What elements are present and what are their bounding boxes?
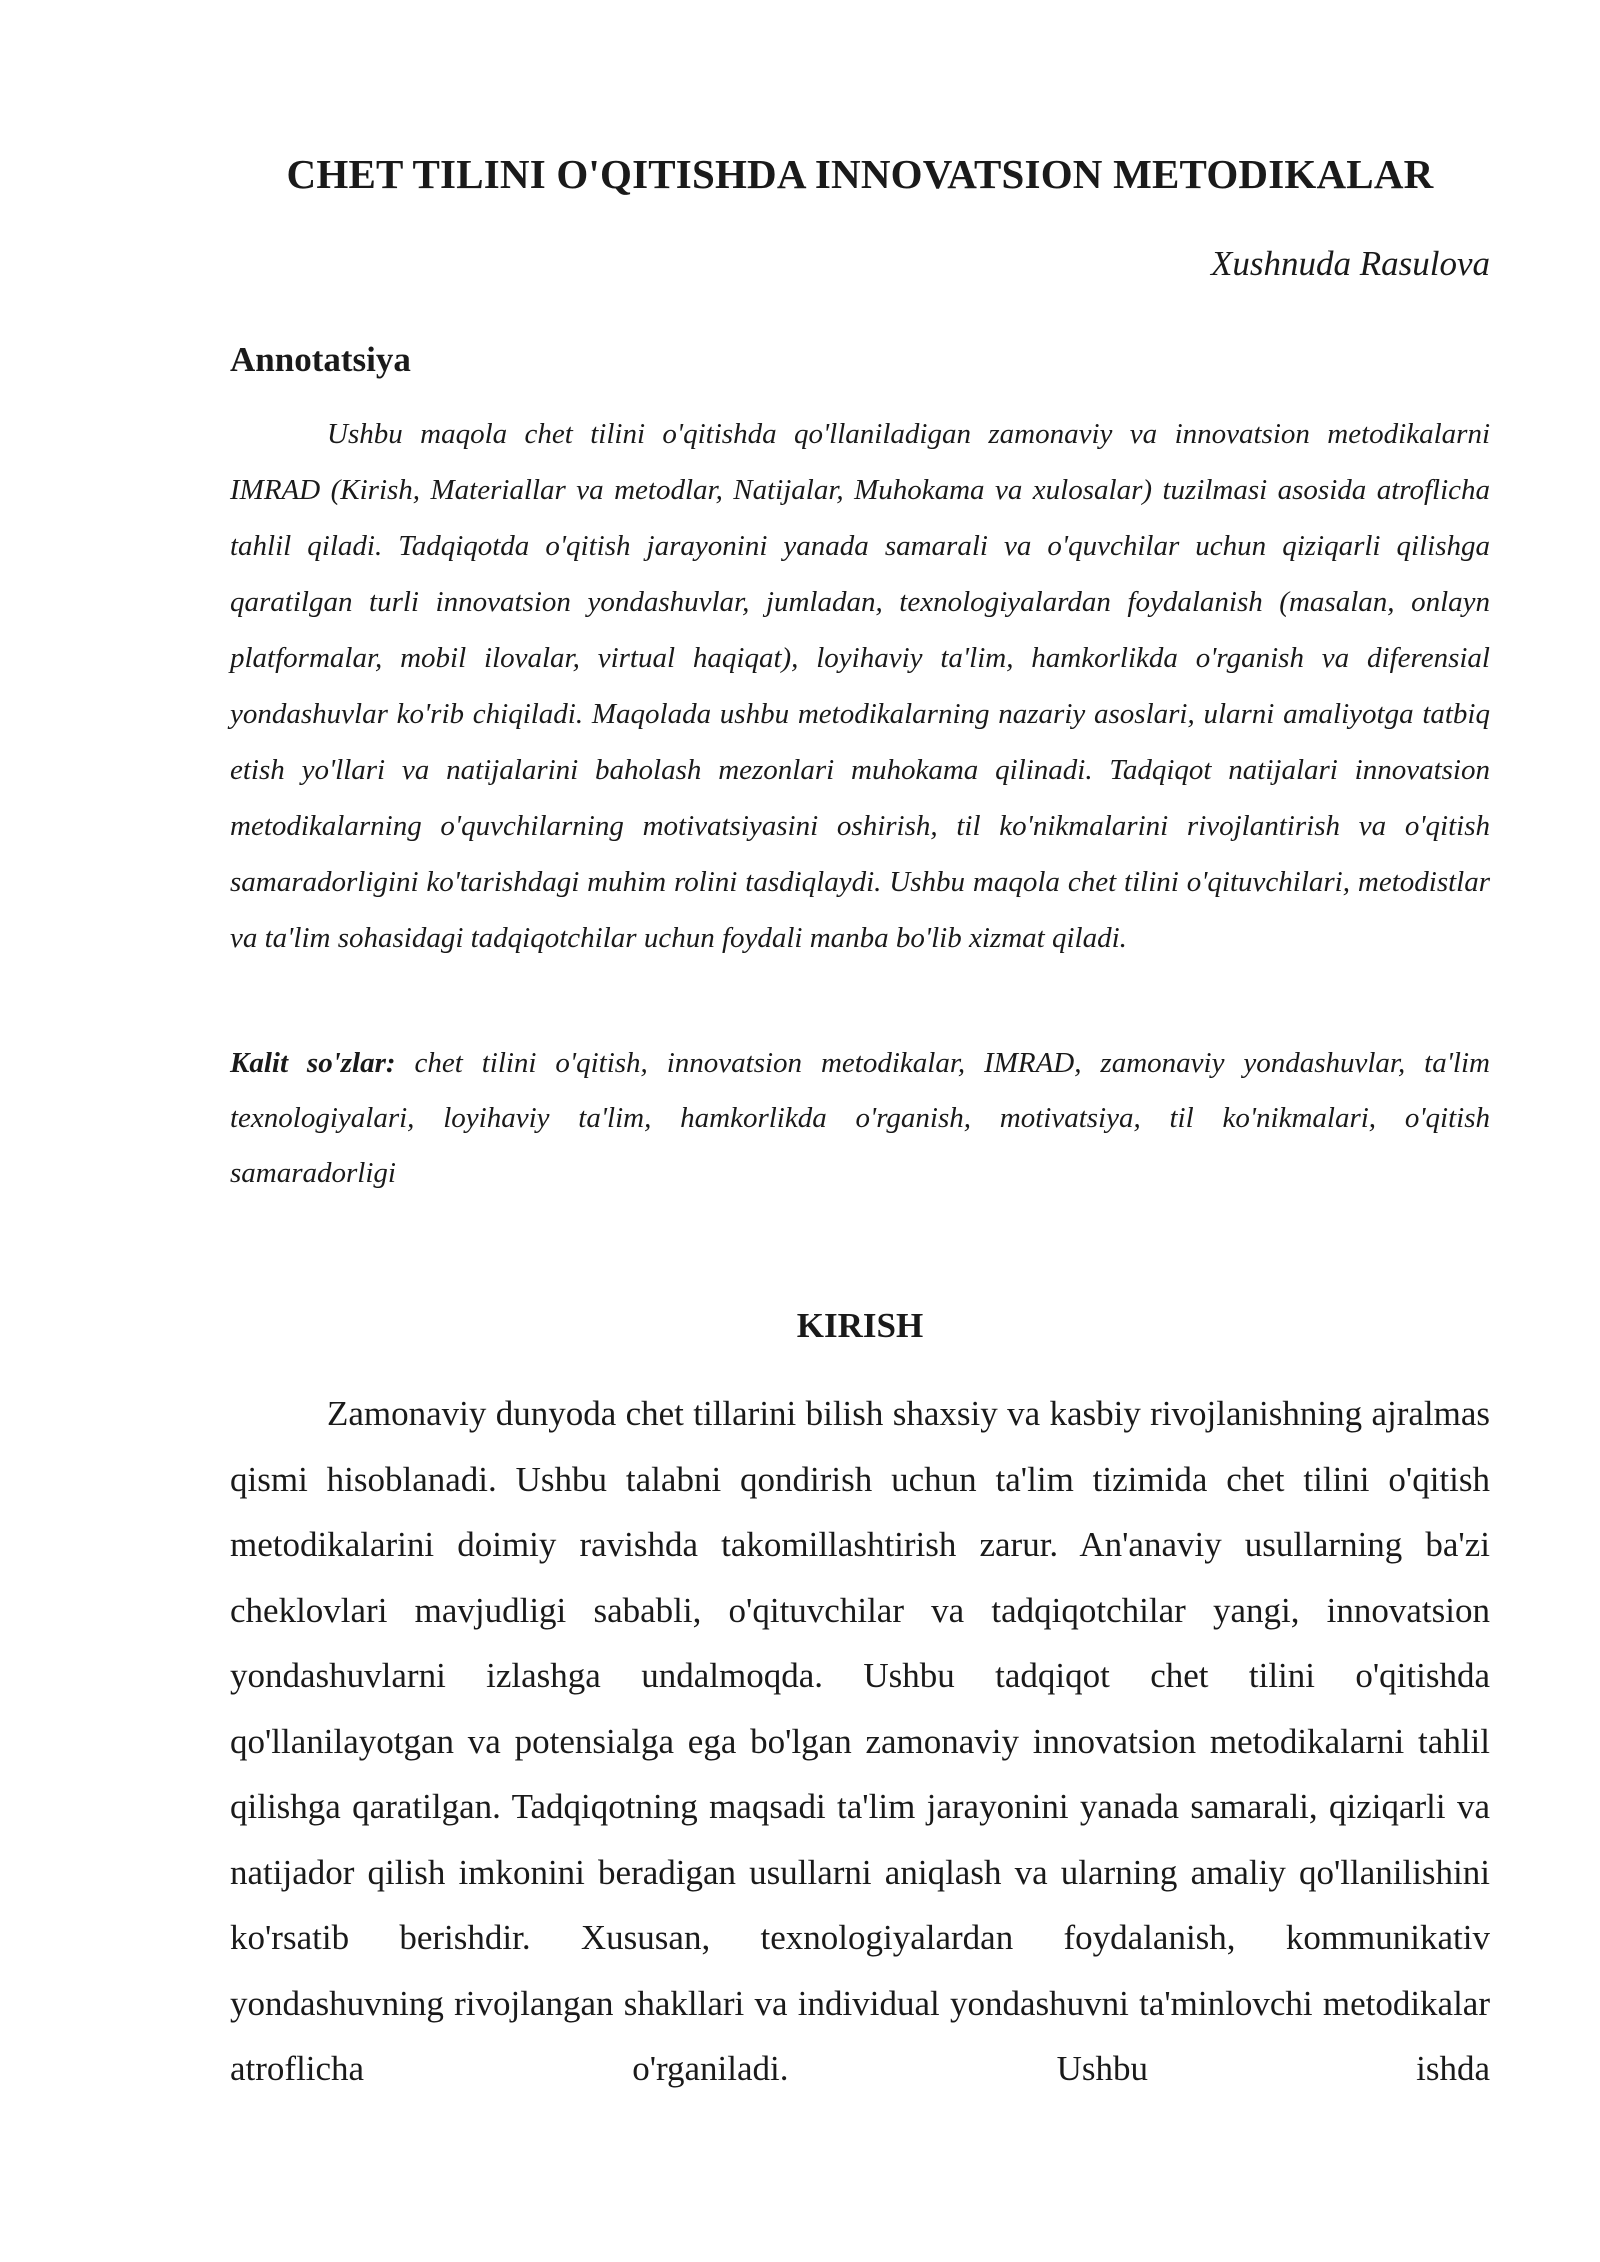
- intro-text: Zamonaviy dunyoda chet tillarini bilish shaxsiy va kasbiy rivojlanishning ajralmas qismi hisoblanadi. Ushbu talabni qondirish uchun ta'lim tizimida chet tilini o'qitish metodikalarini doimiy ravishda takomillashtirish zarur. An'anaviy usullarning ba'zi cheklovlari mavjudligi sababli, o'qituvchilar va tadqiqotchilar yangi, innovatsion yondashuvlarni izlashga undalmoqda. Ushbu tadqiqot chet tilini o'qitishda qo'llanilayotgan va potensialga ega bo'lgan zamonaviy innovatsion metodikalarni tahlil qilishga qaratilgan. Tadqiqotning maqsadi ta'lim jarayonini yanada samarali, qiziqarli va natijador qilish imkonini beradigan usullarni aniqlash va ularning amaliy qo'llanilishini ko'rsatib berishdir. Xususan, texnologiyalardan foydalanish, kommunikativ yondashuvning rivojlangan shakllari va individual yondashuvni ta'minlovchi metodikalar atroflicha o'rganiladi. Ushbu ishda: [230, 1394, 1490, 2088]
- abstract-heading: Annotatsiya: [230, 340, 411, 379]
- abstract-text: Ushbu maqola chet tilini o'qitishda qo'llaniladigan zamonaviy va innovatsion metodikalarni IMRAD (Kirish, Materiallar va metodlar, Natijalar, Muhokama va xulosalar) tuzilmasi asosida atroflicha tahlil qiladi. Tadqiqotda o'qitish jarayonini yanada samarali va o'quvchilar uchun qiziqarli qilishga qaratilgan turli innovatsion yondashuvlar, jumladan, texnologiyalardan foydalanish (masalan, onlayn platformalar, mobil ilovalar, virtual haqiqat), loyihaviy ta'lim, hamkorlikda o'rganish va diferensial yondashuvlar ko'rib chiqiladi. Maqolada ushbu metodikalarning nazariy asoslari, ularni amaliyotga tatbiq etish yo'llari va natijalarini baholash mezonlari muhokama qilinadi. Tadqiqot natijalari innovatsion metodikalarning o'quvchilarning motivatsiyasini oshirish, til ko'nikmalarini rivojlantirish va o'qitish samaradorligini ko'tarishdagi muhim rolini tasdiqlaydi. Ushbu maqola chet tilini o'qituvchilari, metodistlar va ta'lim sohasidagi tadqiqotchilar uchun foydali manba bo'lib xizmat qiladi.: [230, 418, 1490, 954]
- document-title: CHET TILINI O'QITISHDA INNOVATSION METODIKALAR: [286, 151, 1434, 197]
- keywords-paragraph: [230, 1036, 1490, 1201]
- author-name: Xushnuda Rasulova: [1210, 244, 1490, 283]
- keywords-label: Kalit so'zlar:: [230, 1047, 396, 1079]
- intro-heading: KIRISH: [796, 1306, 924, 1345]
- keywords-text: chet tilini o'qitish, innovatsion metodikalar, IMRAD, zamonaviy yondashuvlar, ta'lim texnologiyalari, loyihaviy ta'lim, hamkorlikda o'rganish, motivatsiya, til ko'nikmalari, o'qitish samaradorligi: [230, 1047, 1490, 1189]
